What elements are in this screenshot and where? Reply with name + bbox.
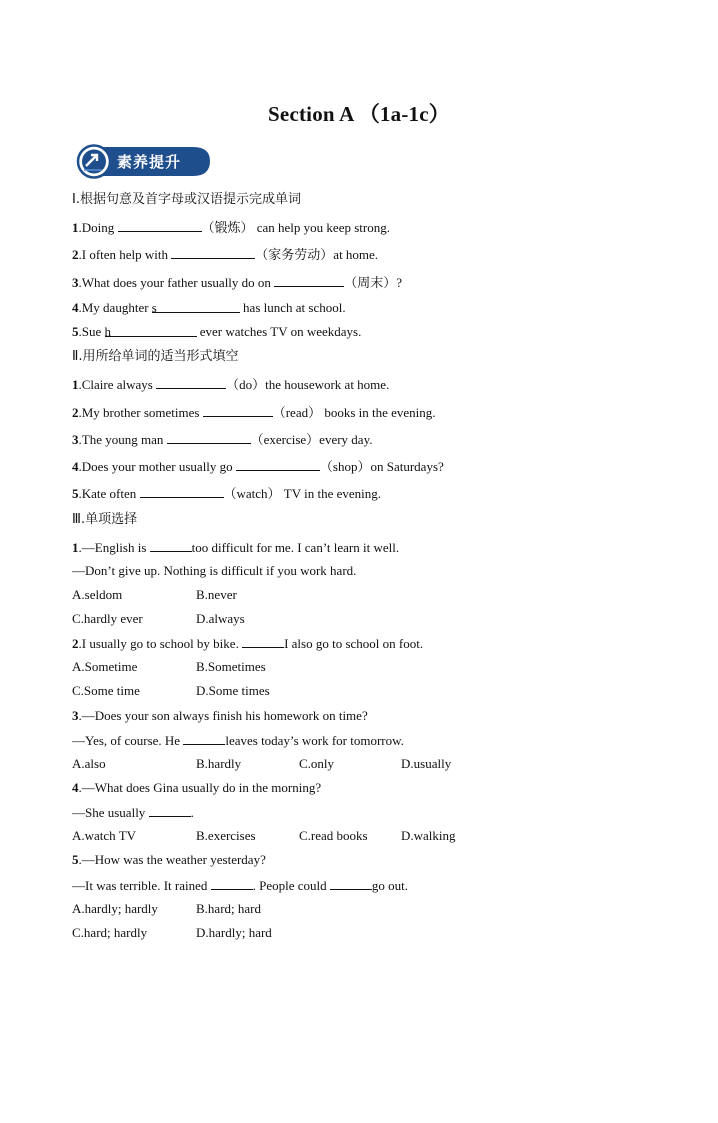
part1-item-2: 2.I often help with （家务劳动）at home. bbox=[72, 247, 379, 262]
q4-option-a: A.watch TV bbox=[72, 828, 137, 843]
q5-option-b: B.hard; hard bbox=[196, 901, 261, 916]
q4-stem: 4.—What does Gina usually do in the morning? bbox=[72, 780, 322, 795]
q1-option-c: C.hardly ever bbox=[72, 611, 143, 626]
q2-option-b: B.Sometimes bbox=[196, 659, 266, 674]
q2-option-d: D.Some times bbox=[196, 683, 270, 698]
q4-option-c: C.read books bbox=[299, 828, 368, 843]
q3-stem: 3.—Does your son always finish his homework on time? bbox=[72, 708, 368, 723]
q5-option-d: D.hardly; hard bbox=[196, 925, 272, 940]
part1-item-3: 3.What does your father usually do on （周末）? bbox=[72, 275, 402, 290]
q4-reply: —She usually . bbox=[72, 805, 194, 820]
part2-item-5: 5.Kate often （watch） TV in the evening. bbox=[72, 486, 382, 501]
q3-option-d: D.usually bbox=[401, 756, 452, 771]
part2-heading: Ⅱ.用所给单词的适当形式填空 bbox=[72, 349, 239, 364]
q1-option-b: B.never bbox=[196, 587, 237, 602]
q2-option-a: A.Sometime bbox=[72, 659, 138, 674]
q2-stem: 2.I usually go to school by bike. I also go to school on foot. bbox=[72, 636, 424, 651]
q5-option-a: A.hardly; hardly bbox=[72, 901, 158, 916]
part1-item-5: 5.Sue h ever watches TV on weekdays. bbox=[72, 324, 362, 339]
q3-option-a: A.also bbox=[72, 756, 106, 771]
q4-option-d: D.walking bbox=[401, 828, 456, 843]
part2-item-3: 3.The young man （exercise）every day. bbox=[72, 432, 373, 447]
badge-label: 素养提升 bbox=[117, 153, 182, 171]
q2-option-c: C.Some time bbox=[72, 683, 140, 698]
q5-stem: 5.—How was the weather yesterday? bbox=[72, 852, 266, 867]
q1-option-d: D.always bbox=[196, 611, 245, 626]
q4-option-b: B.exercises bbox=[196, 828, 256, 843]
q3-option-b: B.hardly bbox=[196, 756, 242, 771]
q3-option-c: C.only bbox=[299, 756, 335, 771]
q1-reply: —Don’t give up. Nothing is difficult if you work hard. bbox=[72, 563, 357, 578]
q1-option-a: A.seldom bbox=[72, 587, 123, 602]
part1-heading: Ⅰ.根据句意及首字母或汉语提示完成单词 bbox=[72, 192, 301, 207]
page-title: Section A （1a-1c） bbox=[268, 102, 450, 126]
q1-stem: 1.—English is too difficult for me. I can’t learn it well. bbox=[72, 540, 400, 555]
part1-item-4: 4.My daughter s has lunch at school. bbox=[72, 300, 346, 315]
part2-item-1: 1.Claire always （do）the housework at home. bbox=[72, 377, 390, 392]
q5-reply: —It was terrible. It rained . People could go out. bbox=[72, 878, 409, 893]
part1-item-1: 1.Doing （锻炼） can help you keep strong. bbox=[72, 220, 390, 235]
part3-heading: Ⅲ.单项选择 bbox=[72, 512, 138, 527]
part2-item-2: 2.My brother sometimes （read） books in the evening. bbox=[72, 405, 436, 420]
q5-option-c: C.hard; hardly bbox=[72, 925, 148, 940]
part2-item-4: 4.Does your mother usually go （shop）on Saturdays? bbox=[72, 459, 444, 474]
q3-reply: —Yes, of course. He leaves today’s work for tomorrow. bbox=[72, 733, 404, 748]
